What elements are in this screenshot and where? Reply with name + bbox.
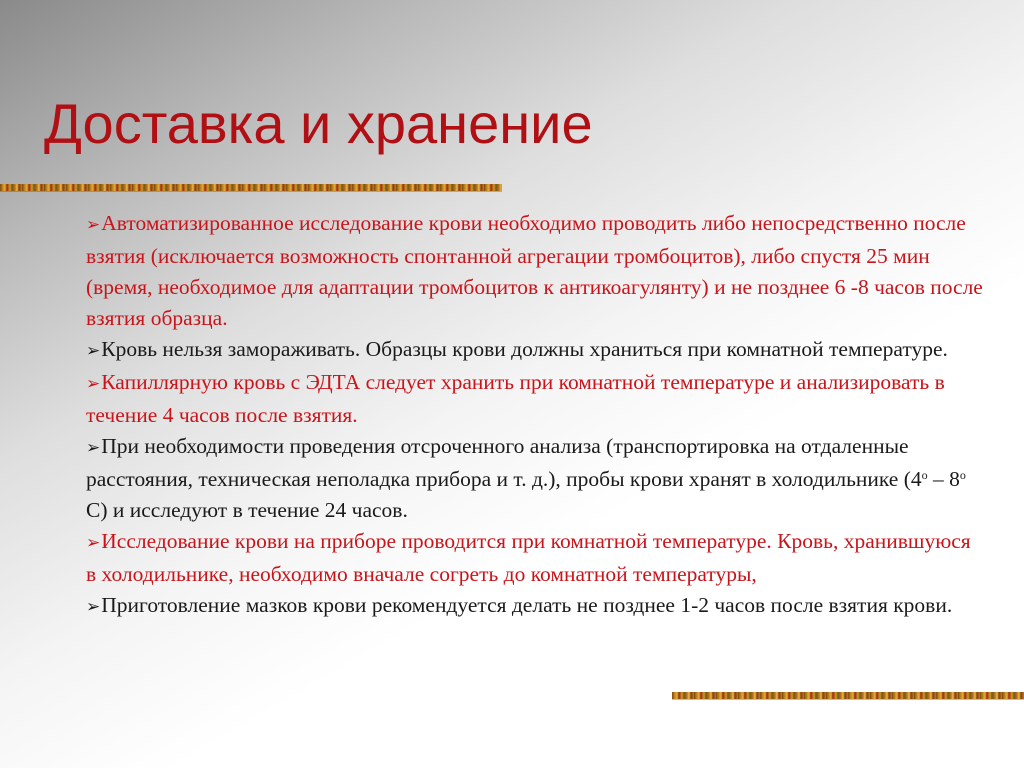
list-item bbox=[86, 590, 986, 623]
list-item-text: Кровь нельзя замораживать. Образцы крови должны храниться при комнатной температуре. bbox=[101, 337, 948, 361]
arrow-bullet-icon: ➢ bbox=[86, 341, 101, 361]
list-item-text: Автоматизированное исследование крови необходимо проводить либо непосредственно после взятия (исключается возможность спонтанной агрегации тромбоцитов), либо спустя 25 мин (время, необходимое для адаптации тромбоцитов к антикоагулянту) и не позднее 6 -8 часов после взятия образца. bbox=[86, 211, 983, 330]
arrow-bullet-icon: ➢ bbox=[86, 597, 101, 617]
list-item bbox=[86, 431, 986, 526]
list-item-text: Капиллярную кровь с ЭДТА следует хранить при комнатной температуре и анализировать в течение 4 часов после взятия. bbox=[86, 370, 945, 427]
list-item-text-middle: – 8 bbox=[927, 467, 960, 491]
arrow-bullet-icon: ➢ bbox=[86, 533, 101, 553]
slide-title: Доставка и хранение bbox=[44, 92, 593, 155]
bullet-list bbox=[86, 208, 986, 623]
list-item bbox=[86, 367, 986, 431]
list-item-text: Приготовление мазков крови рекомендуется делать не позднее 1-2 часов после взятия крови. bbox=[101, 593, 953, 617]
list-item bbox=[86, 334, 986, 367]
degree-superscript: о bbox=[921, 468, 928, 482]
decorative-divider-bottom bbox=[672, 692, 1024, 699]
arrow-bullet-icon: ➢ bbox=[86, 215, 101, 235]
arrow-bullet-icon: ➢ bbox=[86, 374, 101, 394]
degree-superscript: о bbox=[959, 468, 966, 482]
list-item-text-end: С) и исследуют в течение 24 часов. bbox=[86, 498, 408, 522]
list-item bbox=[86, 526, 986, 590]
list-item bbox=[86, 208, 986, 334]
list-item-text: Исследование крови на приборе проводится при комнатной температуре. Кровь, хранившуюся в холодильнике, необходимо вначале согреть до комнатной температуры, bbox=[86, 529, 971, 586]
list-item-text-start: При необходимости проведения отсроченного анализа (транспортировка на отдаленные расстояния, техническая неполадка прибора и т. д.), пробы крови хранят в холодильнике (4 bbox=[86, 434, 922, 491]
decorative-divider-top bbox=[0, 184, 502, 191]
arrow-bullet-icon: ➢ bbox=[86, 438, 101, 458]
